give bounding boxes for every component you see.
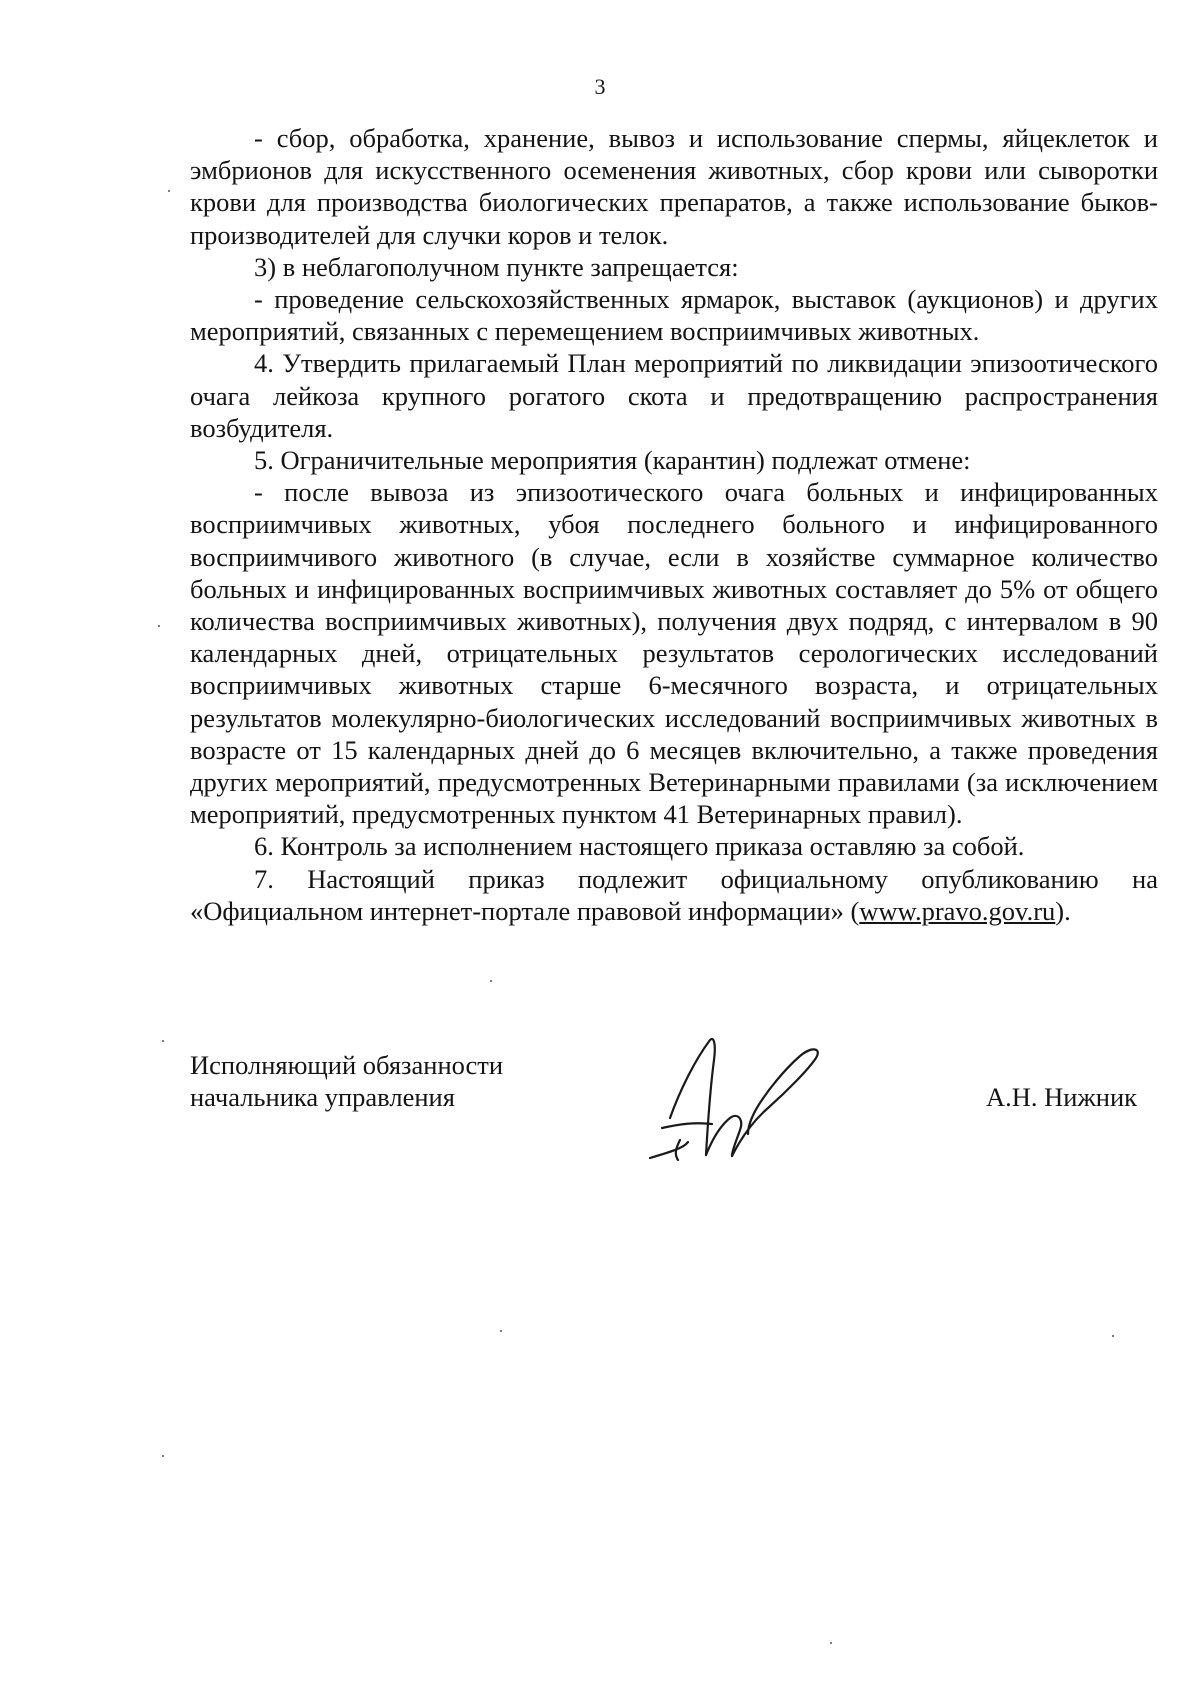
publication-text-before: 7. Настоящий приказ подлежит официальному опубликованию на «Официальном интернет-портале правовой информации» ( xyxy=(190,863,1158,926)
paragraph-approve-plan: 4. Утвердить прилагаемый План мероприятий по ликвидации эпизоотического очага лейкоза крупного рогатого скота и предотвращению распространения возбудителя. xyxy=(190,348,1158,443)
signatory-position-line1: Исполняющий обязанности xyxy=(190,1050,504,1080)
signatory-name: А.Н. Нижник xyxy=(986,1082,1138,1112)
scan-speck xyxy=(162,1455,164,1457)
publication-text-after: ). xyxy=(1055,895,1071,926)
pravo-link[interactable]: www.pravo.gov.ru xyxy=(859,895,1056,926)
paragraph-publication xyxy=(190,863,1158,927)
signatory-position-line2: начальника управления xyxy=(190,1082,455,1113)
signatory-position xyxy=(190,1049,503,1113)
scan-speck xyxy=(168,190,170,192)
scan-speck xyxy=(1112,1335,1114,1337)
paragraph-control: 6. Контроль за исполнением настоящего приказа оставляю за собой. xyxy=(254,831,1025,862)
handwritten-signature xyxy=(640,1030,840,1170)
paragraph-fairs-ban: - проведение сельскохозяйственных ярмарок, выставок (аукционов) и других мероприятий, связанных с перемещением восприимчивых животных. xyxy=(190,284,1158,347)
paragraph-quarantine-cancel-heading: 5. Ограничительные мероприятия (карантин) подлежат отмене: xyxy=(254,445,971,476)
paragraph-quarantine-cancel-conditions: - после вывоза из эпизоотического очага больных и инфицированных восприимчивых животных, убоя последнего больного и инфицированного восприимчивого животного (в случае, если в хозяйстве суммарное количество больных и инфицированных восприимчивых животных составляет до 5% от общего количества восприимчивых животных), получения двух подряд, с интервалом в 90 календарных дней, отрицательных результатов серологических исследований восприимчивых животных старше 6-месячного возраста, и отрицательных результатов молекулярно-биологических исследований восприимчивых животных в возрасте от 15 календарных дней до 6 месяцев включительно, а также проведения других мероприятий, предусмотренных Ветеринарными правилами (за исключением мероприятий, предусмотренных пунктом 41 Ветеринарных правил). xyxy=(190,477,1158,830)
scan-speck xyxy=(830,1642,832,1644)
document-body xyxy=(190,122,1158,927)
scan-speck xyxy=(500,1330,502,1332)
scan-speck xyxy=(158,625,160,627)
paragraph-semen-collection: - сбор, обработка, хранение, вывоз и использование спермы, яйцеклеток и эмбрионов для искусственного осеменения животных, сбор крови или сыворотки крови для производства биологических препаратов, а также использование быков-производителей для случки коров и телок. xyxy=(190,123,1158,250)
paragraph-restricted-point-heading: 3) в неблагополучном пункте запрещается: xyxy=(254,251,739,282)
scan-speck xyxy=(162,1040,164,1042)
page-number: 3 xyxy=(594,74,606,99)
scan-speck xyxy=(490,980,492,982)
